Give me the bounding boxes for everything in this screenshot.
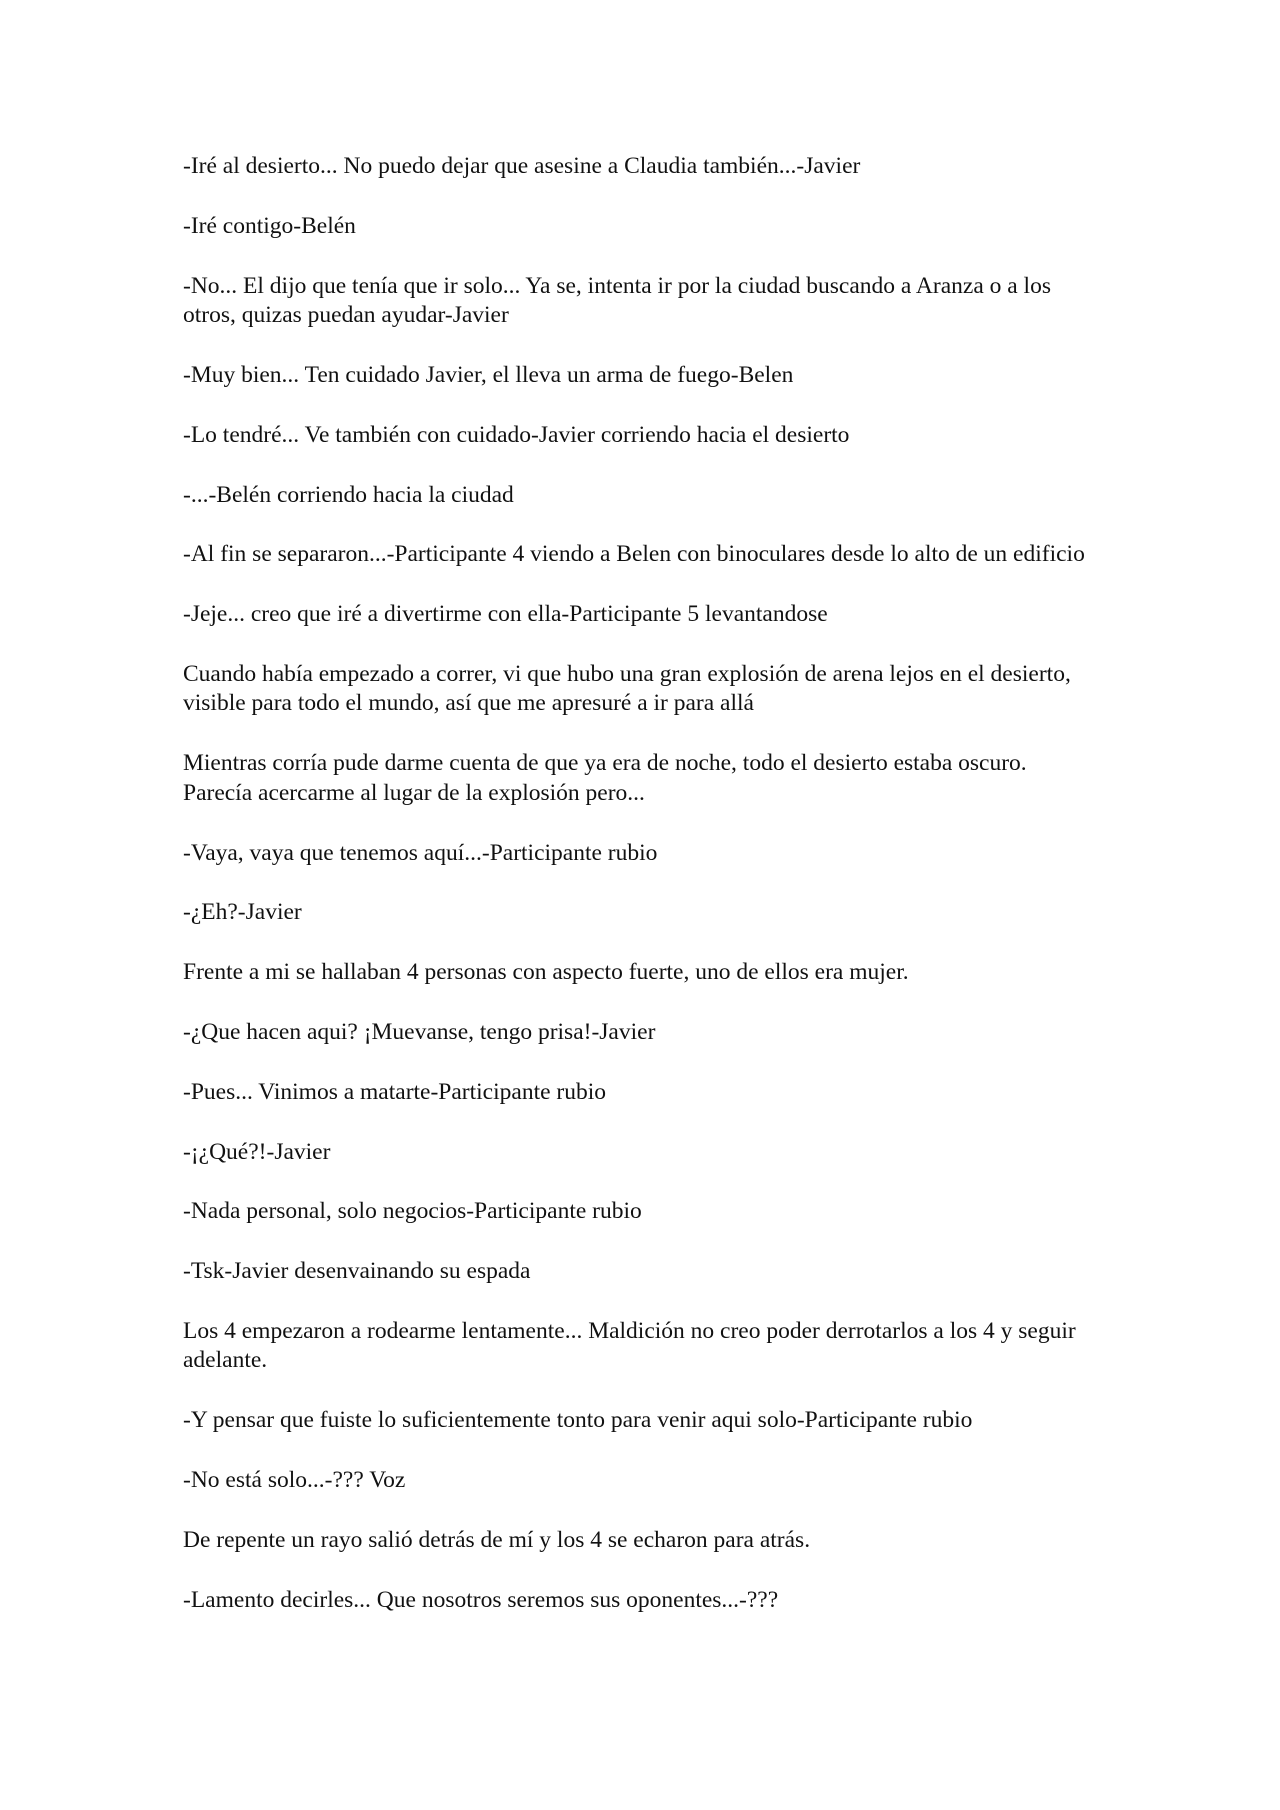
- paragraph: -Al fin se separaron...-Participante 4 viendo a Belen con binoculares desde lo alto de un edificio: [183, 541, 1085, 568]
- paragraph: -Iré contigo-Belén: [183, 212, 356, 239]
- paragraph: Cuando había empezado a correr, vi que hubo una gran explosión de arena lejos en el desierto, visible para todo el mundo, así que me apresuré a ir para allá: [183, 660, 1071, 717]
- paragraph: -¡¿Qué?!-Javier: [183, 1138, 331, 1165]
- paragraph: De repente un rayo salió detrás de mí y los 4 se echaron para atrás.: [183, 1526, 811, 1553]
- paragraph: -Lo tendré... Ve también con cuidado-Javier corriendo hacia el desierto: [183, 421, 850, 448]
- paragraph: Los 4 empezaron a rodearme lentamente... Maldición no creo poder derrotarlos a los 4 y seguir adelante.: [183, 1317, 1076, 1374]
- paragraph: -Pues... Vinimos a matarte-Participante rubio: [183, 1078, 607, 1105]
- paragraph: -¿Que hacen aqui? ¡Muevanse, tengo prisa!-Javier: [183, 1018, 656, 1045]
- document-body: [183, 152, 1098, 1645]
- paragraph: -Jeje... creo que iré a divertirme con ella-Participante 5 levantandose: [183, 601, 828, 628]
- paragraph: -No... El dijo que tenía que ir solo... Ya se, intenta ir por la ciudad buscando a Aranza o a los otros, quizas puedan ayudar-Javier: [183, 272, 1051, 329]
- paragraph: -Iré al desierto... No puedo dejar que asesine a Claudia también...-Javier: [183, 153, 861, 179]
- paragraph: -¿Eh?-Javier: [183, 899, 302, 926]
- paragraph: -Y pensar que fuiste lo suficientemente tonto para venir aqui solo-Participante rubio: [183, 1407, 973, 1434]
- paragraph: Frente a mi se hallaban 4 personas con aspecto fuerte, uno de ellos era mujer.: [183, 959, 909, 986]
- paragraph: -Lamento decirles... Que nosotros seremos sus oponentes...-???: [183, 1586, 779, 1613]
- paragraph: -Vaya, vaya que tenemos aquí...-Participante rubio: [183, 839, 658, 866]
- paragraph: -Tsk-Javier desenvainando su espada: [183, 1258, 531, 1285]
- paragraph: -Muy bien... Ten cuidado Javier, el lleva un arma de fuego-Belen: [183, 361, 794, 388]
- paragraph: -Nada personal, solo negocios-Participante rubio: [183, 1198, 642, 1225]
- paragraph: Mientras corría pude darme cuenta de que ya era de noche, todo el desierto estaba oscuro. Parecía acercarme al lugar de la explosión pero...: [183, 750, 1027, 806]
- paragraph: -No está solo...-??? Voz: [183, 1467, 406, 1493]
- paragraph: -...-Belén corriendo hacia la ciudad: [183, 481, 514, 508]
